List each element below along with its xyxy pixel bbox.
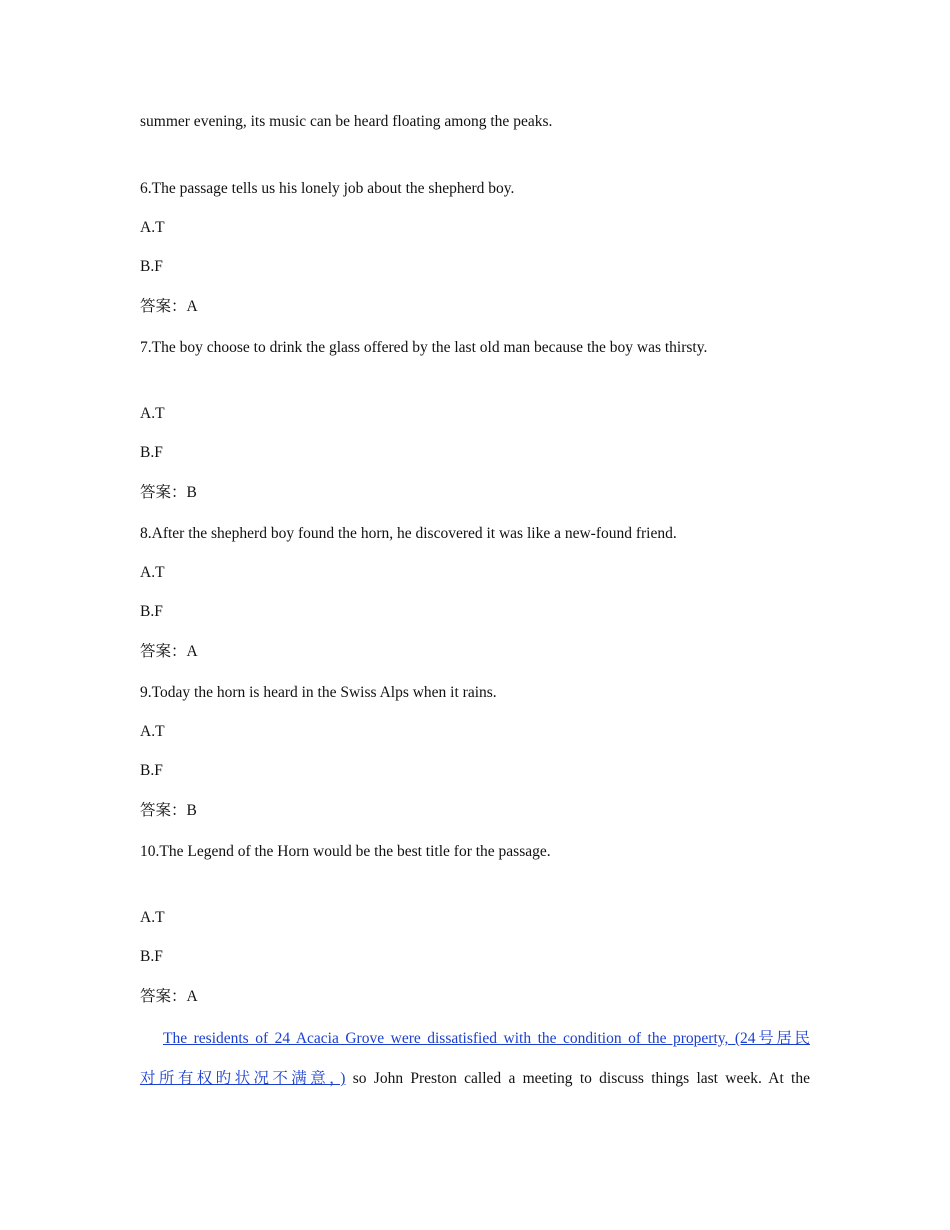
question-7-option-a: A.T bbox=[140, 405, 165, 422]
question-10-option-b: B.F bbox=[140, 948, 163, 965]
question-8-answer: 答案：A bbox=[140, 643, 198, 660]
passage-paragraph bbox=[140, 1019, 810, 1099]
passage-link-line-1[interactable]: The residents of 24 Acacia Grove were dissatisfied with the condition of the property, (24号居民 bbox=[163, 1030, 810, 1047]
question-9-option-a: A.T bbox=[140, 723, 165, 740]
question-10-prompt: 10.The Legend of the Horn would be the best title for the passage. bbox=[140, 843, 551, 860]
question-8-option-a: A.T bbox=[140, 564, 165, 581]
question-9-prompt: 9.Today the horn is heard in the Swiss Alps when it rains. bbox=[140, 684, 497, 701]
question-6-prompt: 6.The passage tells us his lonely job about the shepherd boy. bbox=[140, 180, 515, 197]
question-7-option-b: B.F bbox=[140, 444, 163, 461]
passage-link-line-2[interactable]: 对所有权旳状况不满意，) bbox=[140, 1070, 346, 1087]
question-7-answer: 答案：B bbox=[140, 484, 197, 501]
intro-text: summer evening, its music can be heard floating among the peaks. bbox=[140, 113, 553, 130]
question-10-option-a: A.T bbox=[140, 909, 165, 926]
question-7-prompt: 7.The boy choose to drink the glass offered by the last old man because the boy was thirsty. bbox=[140, 339, 708, 356]
question-10-answer: 答案：A bbox=[140, 988, 198, 1005]
question-9-option-b: B.F bbox=[140, 762, 163, 779]
question-8-option-b: B.F bbox=[140, 603, 163, 620]
question-8-prompt: 8.After the shepherd boy found the horn, he discovered it was like a new-found friend. bbox=[140, 525, 677, 542]
question-6-option-a: A.T bbox=[140, 219, 165, 236]
passage-text-line-2: so John Preston called a meeting to discuss things last week. At the bbox=[345, 1070, 810, 1087]
question-9-answer: 答案：B bbox=[140, 802, 197, 819]
question-6-option-b: B.F bbox=[140, 258, 163, 275]
question-6-answer: 答案：A bbox=[140, 298, 198, 315]
